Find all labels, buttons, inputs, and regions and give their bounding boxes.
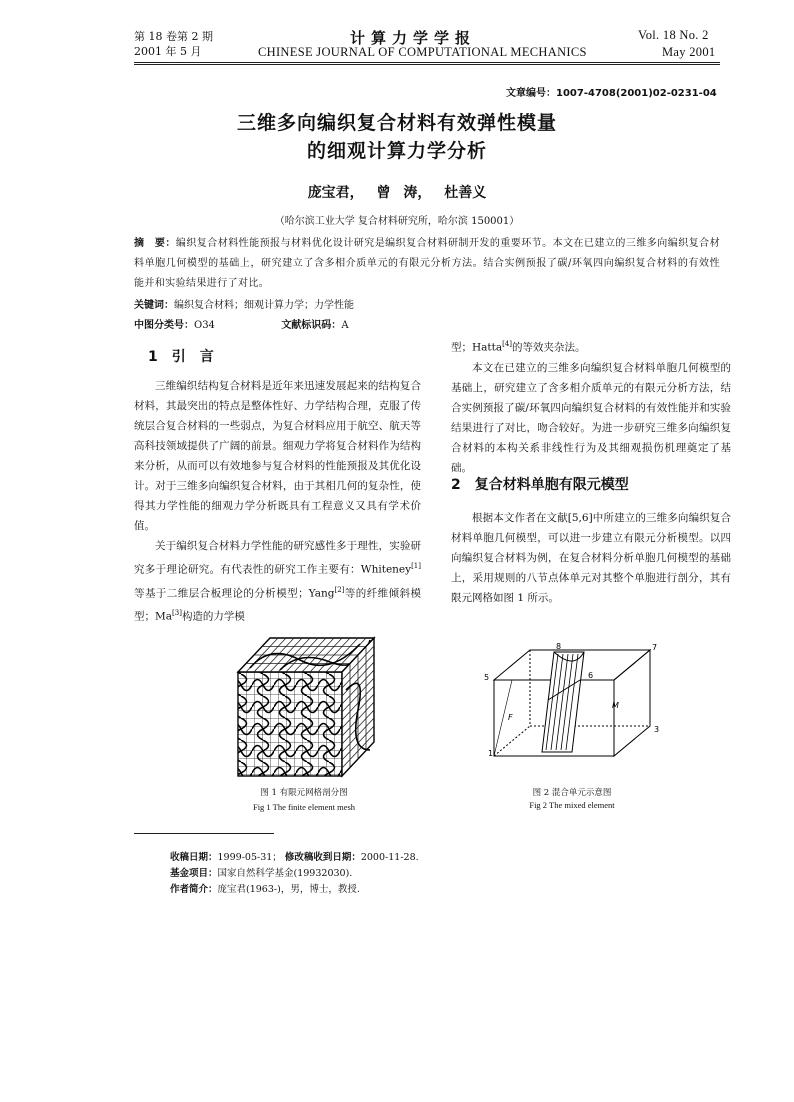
footnote	[170, 850, 419, 898]
title-line-1: 三维多向编织复合材料有效弹性模量	[236, 112, 557, 134]
article-number: 文章编号：1007-4708(2001)02-0231-04	[506, 88, 717, 99]
figure-1-caption-en: Fig 1 The finite element mesh	[252, 802, 356, 812]
fund-label: 基金项目：	[170, 868, 218, 879]
footnote-fund	[170, 866, 419, 882]
affiliation: （哈尔滨工业大学 复合材料研究所，哈尔滨 150001）	[274, 216, 520, 227]
doc-code-label: 文献标识码：	[281, 320, 342, 331]
intro-paragraph-3: 本文在已建立的三维多向编织复合材料单胞几何模型的基础上，研究建立了含多相介质单元的有限元分析方法，结合实例预报了碳/环氧四向编织复合材料的有效性能并和实验结果进行了对比，吻合较好。为进一步研究三维多向编织复合材料的本构关系非线性行为及其细观损伤机理奠定了基础。	[451, 361, 731, 474]
intro-p2-d: 构造的力学模	[181, 610, 245, 623]
abstract	[134, 234, 720, 294]
ref-4: [4]	[502, 340, 513, 348]
volume-cn: 第 18 卷第 2 期	[134, 30, 213, 43]
node-3-label: 3	[654, 725, 660, 734]
abstract-label: 摘 要：	[134, 238, 176, 249]
intro-paragraph-2	[134, 536, 421, 627]
intro-paragraph-1: 三维编织结构复合材料是近年来迅速发展起来的结构复合材料，其最突出的特点是整体性好、力学结构合理，克服了传统层合复合材料的一些弱点，为复合材料应用于航空、航天等高科技领域提供了广阔的前景。细观力学将复合材料作为结构来分析，从而可以有效地参与复合材料的性能预报及其优化设计。对于三维多向编织复合材料，由于其相几何的复杂性，使得其力学性能的细观力学分析既具有工程意义又具有学术价值。	[134, 380, 421, 532]
section-2-body	[451, 508, 731, 608]
clc-value: O34	[194, 320, 215, 331]
ref-2: [2]	[334, 585, 345, 594]
section-2-heading: 2 复合材料单胞有限元模型	[451, 477, 629, 493]
figure-2-caption-cn: 图 2 混合单元示意图	[532, 788, 612, 798]
cont-b: 的等效夹杂法。	[512, 341, 586, 354]
node-1-label: 1	[488, 749, 494, 758]
node-6-label: 6	[588, 671, 594, 680]
footnote-dates	[170, 850, 419, 866]
volume-en: Vol. 18 No. 2	[638, 28, 709, 42]
doc-code-value: A	[341, 320, 349, 331]
intro-p2-b: 等基于二维层合板理论的分析模型；Yang	[134, 587, 335, 599]
fiber-label: F	[508, 713, 513, 722]
received-label: 收稿日期：	[170, 852, 218, 863]
authors: 庞宝君， 曾 涛， 杜善义	[307, 185, 487, 201]
left-column	[134, 376, 421, 627]
node-5-label: 5	[484, 673, 490, 682]
revised-date: 2000-11-28.	[360, 852, 419, 863]
received-date: 1999-05-31；	[217, 852, 282, 863]
footnote-rule	[134, 833, 274, 834]
right-column	[451, 334, 731, 478]
author-bio-label: 作者简介：	[170, 884, 218, 895]
keywords	[134, 296, 354, 311]
figure-1-caption-cn: 图 1 有限元网格剖分图	[260, 788, 348, 798]
classification	[134, 316, 349, 331]
clc-label: 中图分类号：	[134, 320, 194, 331]
journal-title-cn: 计算力学学报	[350, 29, 477, 47]
intro-p2-a: 关于编织复合材料力学性能的研究感性多于理性，实验研究多于理论研究。有代表性的研究工作主要有：Whiteney	[134, 540, 421, 576]
section-2-paragraph-1: 根据本文作者在文献[5,6]中所建立的三维多向编织复合材料单胞几何模型，可以进一步建立有限元分析模型。以四向编织复合材料为例，在复合材料分析单胞几何模型的基础上，采用规则的八节点体单元对其整个单胞进行剖分，其有限元网格如图 1 所示。	[451, 512, 731, 604]
header-rule	[134, 62, 720, 63]
author-bio-text: 庞宝君(1963-)，男，博士，教授.	[217, 884, 360, 895]
title-line-2: 的细观计算力学分析	[306, 140, 487, 162]
figure-1-mesh-cube	[230, 630, 380, 778]
keywords-label: 关键词：	[134, 300, 174, 311]
section-1-heading: 1 引 言	[148, 349, 214, 365]
keywords-text: 编织复合材料；细观计算力学；力学性能	[174, 300, 354, 311]
figure-2-caption-en: Fig 2 The mixed element	[529, 800, 615, 810]
abstract-text: 编织复合材料性能预报与材料优化设计研究是编织复合材料研制开发的重要环节。本文在已建立的三维多向编织复合材料单胞几何模型的基础上，研究建立了含多相介质单元的有限元分析方法。结合实例预报了碳/环氧四向编织复合材料的有效性能并和实验结果进行了对比。	[134, 238, 720, 289]
cont-a: 型；Hatta	[451, 341, 503, 354]
fund-text: 国家自然科学基金(19932030).	[217, 868, 353, 879]
figure-2-mixed-element	[482, 640, 672, 770]
footnote-author	[170, 882, 419, 898]
date-cn: 2001 年 5 月	[134, 45, 202, 58]
intro-p2-c: 等的纤维倾斜模型；Ma	[134, 587, 421, 623]
header-rule-2	[134, 64, 720, 65]
node-7-label: 7	[652, 643, 658, 652]
node-8-label: 8	[556, 642, 562, 651]
journal-title-en: CHINESE JOURNAL OF COMPUTATIONAL MECHANICS	[258, 45, 587, 59]
date-en: May 2001	[662, 45, 716, 59]
ref-1: [1]	[411, 562, 421, 570]
intro-continuation	[451, 334, 731, 358]
revised-label: 修改稿收到日期：	[284, 852, 361, 863]
matrix-label: M	[612, 701, 619, 710]
ref-3: [3]	[172, 609, 182, 617]
